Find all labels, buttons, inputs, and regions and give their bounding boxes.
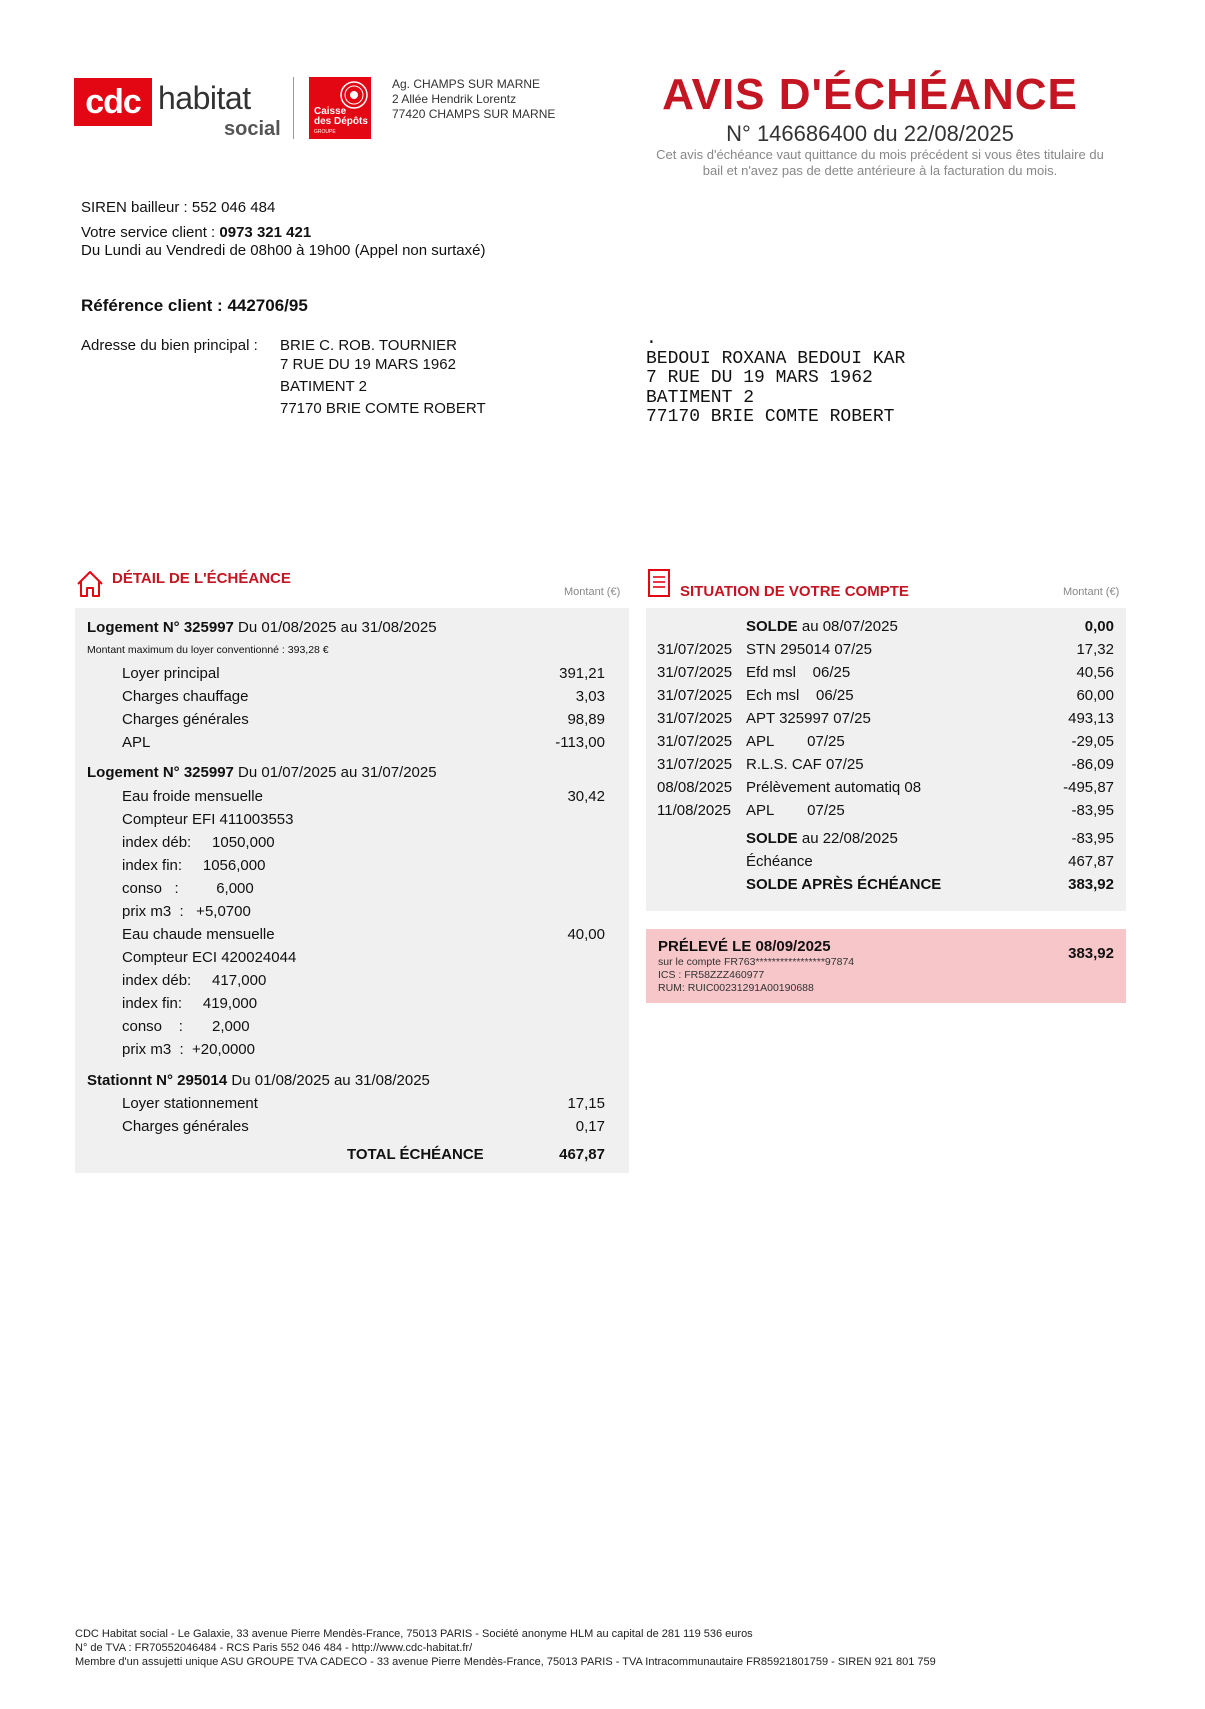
logement-period: Du 01/07/2025 au 31/07/2025: [233, 764, 437, 781]
row-value: -83,95: [1071, 802, 1114, 819]
row-text: APL 07/25: [746, 802, 845, 819]
detail-row-label: index déb: 1050,000: [122, 834, 275, 851]
recipient-line: 7 RUE DU 19 MARS 1962: [646, 368, 873, 388]
agency-line: 2 Allée Hendrik Lorentz: [392, 92, 517, 106]
footer-line: N° de TVA : FR70552046484 - RCS Paris 552 046 484 - http://www.cdc-habitat.fr/: [75, 1642, 473, 1654]
row-date: 31/07/2025: [657, 756, 733, 773]
detail-row-label: Charges générales: [122, 711, 249, 728]
row-value: -86,09: [1071, 756, 1114, 773]
echeance-value: 467,87: [1068, 853, 1114, 870]
caisse-des-depots-logo: [309, 77, 371, 139]
solde-apres-value: 383,92: [1068, 876, 1114, 893]
recipient-line: BEDOUI ROXANA BEDOUI KAR: [646, 348, 906, 369]
row-date: 31/07/2025: [657, 710, 733, 727]
recipient-dot: .: [646, 329, 657, 349]
recipient-line: BATIMENT 2: [646, 387, 755, 408]
prelevement-amount: 383,92: [1068, 945, 1114, 962]
detail-row-label: Charges chauffage: [122, 688, 249, 705]
detail-row-label: Compteur ECI 420024044: [122, 949, 297, 966]
row-date: 31/07/2025: [657, 641, 733, 658]
stationnement-label: Stationnt N° 295014: [87, 1072, 228, 1089]
service-client: [81, 224, 311, 241]
detail-row-label: Charges générales: [122, 1118, 249, 1135]
total-label: TOTAL ÉCHÉANCE: [347, 1146, 484, 1163]
solde-date: au 22/08/2025: [797, 830, 898, 847]
logo-habitat-text: habitat: [158, 80, 251, 116]
row-value: 17,32: [1076, 641, 1114, 658]
detail-row-label: index déb: 417,000: [122, 972, 267, 989]
prelevement-account: sur le compte FR763*****************97874: [658, 956, 855, 968]
agency-address: [392, 77, 555, 122]
echeance-label: Échéance: [746, 853, 813, 870]
address-line: 7 RUE DU 19 MARS 1962: [280, 356, 456, 373]
prelevement-box: [646, 929, 1126, 1003]
stationnement-period: Du 01/08/2025 au 31/08/2025: [227, 1072, 430, 1089]
detail-row-value: 40,00: [567, 926, 605, 943]
detail-row-label: Compteur EFI 411003553: [122, 811, 294, 828]
row-text: R.L.S. CAF 07/25: [746, 756, 864, 773]
row-date: 31/07/2025: [657, 687, 733, 704]
detail-row-value: 3,03: [575, 688, 605, 705]
montant-label: Montant (€): [1063, 586, 1120, 598]
siren-bailleur: SIREN bailleur : 552 046 484: [81, 199, 276, 216]
legal-footer: [75, 1627, 936, 1669]
document-number: N° 146686400 du 22/08/2025: [726, 121, 1014, 146]
detail-row-value: 98,89: [567, 711, 605, 728]
solde-label: SOLDE: [746, 618, 798, 635]
row-text: APT 325997 07/25: [746, 710, 871, 727]
service-label: Votre service client :: [81, 224, 220, 241]
address-line: BRIE C. ROB. TOURNIER: [280, 337, 457, 354]
logement-period: Du 01/08/2025 au 31/08/2025: [233, 619, 437, 636]
row-value: 60,00: [1076, 687, 1114, 704]
row-value: 493,13: [1068, 710, 1114, 727]
detail-row-value: -113,00: [555, 734, 605, 751]
row-date: 08/08/2025: [657, 779, 733, 796]
recipient-line: 77170 BRIE COMTE ROBERT: [646, 407, 895, 427]
row-value: -495,87: [1063, 779, 1114, 796]
logement-label: Logement N° 325997: [87, 619, 234, 636]
solde-value: 0,00: [1084, 618, 1114, 635]
detail-panel: [75, 608, 629, 1173]
service-hours: Du Lundi au Vendredi de 08h00 à 19h00 (Appel non surtaxé): [81, 242, 486, 259]
row-date: 11/08/2025: [657, 802, 731, 819]
detail-row-value: 17,15: [567, 1095, 605, 1112]
loyer-max-text: Montant maximum du loyer conventionné : 393,28 €: [87, 644, 329, 656]
footer-line: CDC Habitat social - Le Galaxie, 33 avenue Pierre Mendès-France, 75013 PARIS - Société anonyme HLM au capital de 281 119 536 euros: [75, 1628, 753, 1640]
prelevement-ics: ICS : FR58ZZZ460977: [658, 969, 765, 981]
client-reference: Référence client : 442706/95: [81, 296, 308, 315]
logement-label: Logement N° 325997: [87, 764, 234, 781]
solde-label: SOLDE: [746, 830, 798, 847]
document-icon: [647, 568, 671, 598]
row-date: 31/07/2025: [657, 733, 733, 750]
cdd-line3: GROUPE: [314, 129, 336, 135]
detail-row-label: Loyer principal: [122, 665, 220, 682]
cdd-line2: des Dépôts: [314, 116, 368, 127]
detail-row-label: APL: [122, 734, 151, 751]
service-phone: 0973 321 421: [219, 224, 312, 241]
agency-line: Ag. CHAMPS SUR MARNE: [392, 77, 541, 91]
montant-label: Montant (€): [564, 586, 621, 598]
detail-row-value: 30,42: [567, 788, 605, 805]
row-value: 40,56: [1076, 664, 1114, 681]
row-text: Efd msl 06/25: [746, 664, 851, 681]
detail-row-value: 391,21: [559, 665, 605, 682]
detail-row-label: prix m3 : +20,0000: [122, 1041, 255, 1058]
row-text: APL 07/25: [746, 733, 845, 750]
detail-row-value: 0,17: [575, 1118, 605, 1135]
row-value: -29,05: [1071, 733, 1114, 750]
quittance-note: [630, 147, 1130, 179]
logo-divider: [293, 77, 294, 139]
detail-row-label: prix m3 : +5,0700: [122, 903, 251, 920]
prelevement-title: PRÉLEVÉ LE 08/09/2025: [658, 938, 831, 955]
row-text: Prélèvement automatiq 08: [746, 779, 922, 796]
address-line: BATIMENT 2: [280, 378, 367, 395]
house-icon: [75, 569, 105, 599]
solde-date: au 08/07/2025: [797, 618, 898, 635]
solde-value: -83,95: [1071, 830, 1114, 847]
address-label: Adresse du bien principal :: [81, 337, 258, 354]
detail-title: DÉTAIL DE L'ÉCHÉANCE: [112, 570, 291, 587]
situation-title: SITUATION DE VOTRE COMPTE: [680, 583, 909, 600]
total-value: 467,87: [559, 1146, 605, 1163]
row-date: 31/07/2025: [657, 664, 733, 681]
logo-social-text: social: [224, 118, 281, 140]
note-line: bail et n'avez pas de dette antérieure à la facturation du mois.: [702, 163, 1058, 178]
cdc-logo: cdc: [74, 78, 152, 126]
agency-line: 77420 CHAMPS SUR MARNE: [392, 107, 556, 121]
detail-row-label: index fin: 1056,000: [122, 857, 266, 874]
recipient-address: [646, 330, 905, 428]
footer-line: Membre d'un assujetti unique ASU GROUPE TVA CADECO - 33 avenue Pierre Mendès-France, 75013 PARIS - TVA Intracommunautaire FR85921801759 - SIREN 921 801 759: [75, 1656, 936, 1668]
detail-row-label: conso : 2,000: [122, 1018, 250, 1035]
row-text: STN 295014 07/25: [746, 641, 872, 658]
note-line: Cet avis d'échéance vaut quittance du mois précédent si vous êtes titulaire du: [656, 147, 1104, 162]
detail-row-label: Loyer stationnement: [122, 1095, 258, 1112]
prelevement-rum: RUM: RUIC00231291A00190688: [658, 982, 814, 994]
detail-row-label: Eau chaude mensuelle: [122, 926, 275, 943]
row-text: Ech msl 06/25: [746, 687, 854, 704]
solde-apres-label: SOLDE APRÈS ÉCHÉANCE: [746, 876, 942, 893]
situation-panel: [646, 608, 1126, 911]
cdd-line1: Caisse: [314, 106, 347, 117]
detail-row-label: Eau froide mensuelle: [122, 788, 263, 805]
detail-row-label: conso : 6,000: [122, 880, 254, 897]
prelevement-details: [658, 956, 854, 995]
document-title: AVIS D'ÉCHÉANCE: [662, 70, 1078, 119]
address-line: 77170 BRIE COMTE ROBERT: [280, 400, 486, 417]
detail-row-label: index fin: 419,000: [122, 995, 258, 1012]
